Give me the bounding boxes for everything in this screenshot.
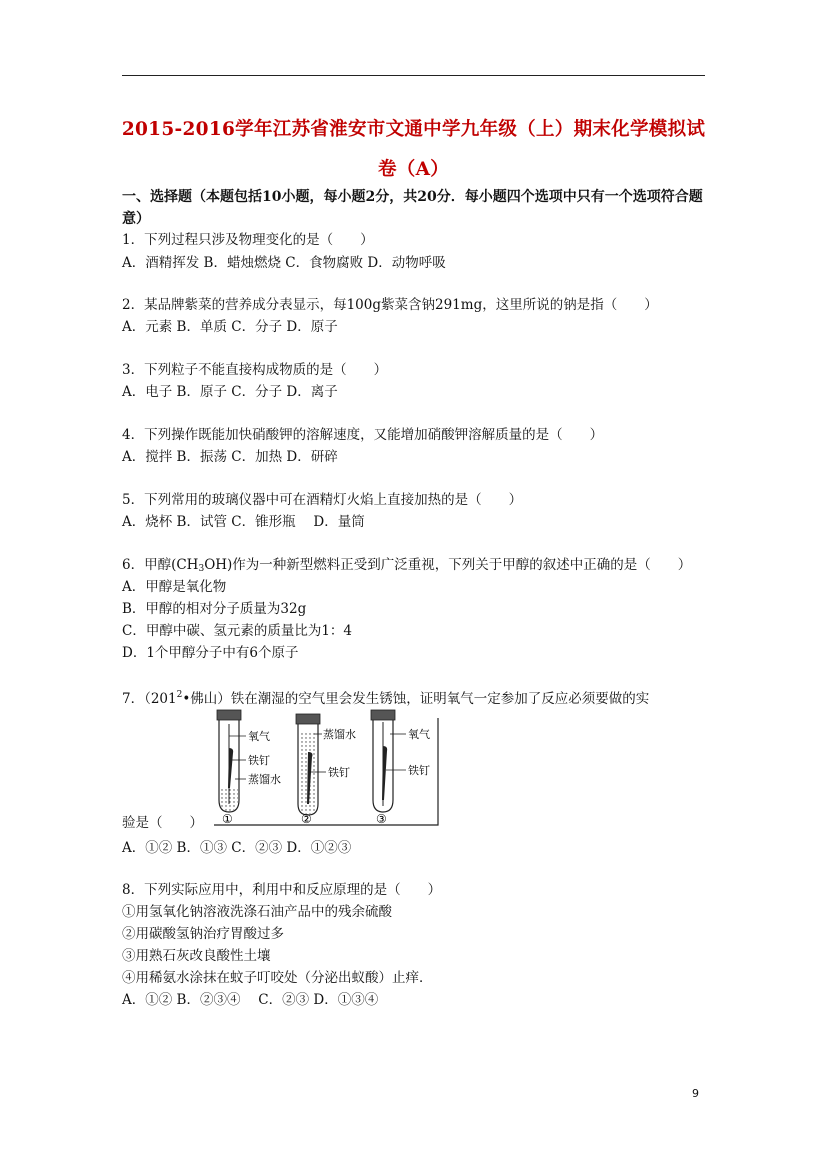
question-7-superscript: 2 [176, 690, 183, 700]
question-3-options: A．电子 B．原子 C．分子 D．离子 [122, 384, 338, 400]
section-header: 一、选择题（本题包括10小题，每小题2分，共20分．每小题四个选项中只有一个选项符合题意） [122, 189, 703, 227]
question-8-item-3: ③用熟石灰改良酸性土壤 [122, 948, 271, 964]
question-4-stem: 4．下列操作既能加快硝酸钾的溶解速度，又能增加硝酸钾溶解质量的是（ ） [122, 427, 604, 443]
header-rule [122, 75, 705, 76]
question-8-stem: 8．下列实际应用中，利用中和反应原理的是（ ） [122, 882, 442, 898]
question-6-option-c: C．甲醇中碳、氢元素的质量比为1：4 [122, 623, 353, 639]
question-6-option-d: D．1个甲醇分子中有6个原子 [122, 645, 299, 661]
page-title-line-2: 卷（A） [377, 159, 450, 180]
test-tube-2 [296, 714, 356, 815]
question-7-stem-pre: 7．（201 [122, 691, 177, 707]
question-8-item-1: ①用氢氧化钠溶液洗涤石油产品中的残余硫酸 [122, 904, 392, 920]
question-6-subscript: 3 [198, 564, 205, 574]
label-nail-1: 铁钉 [248, 754, 270, 767]
label-oxygen-3: 氧气 [408, 728, 430, 741]
question-8-options: A．①② B．②③④ C．②③ D．①③④ [122, 992, 379, 1008]
question-4-options: A．搅拌 B．振荡 C．加热 D．研碎 [122, 449, 338, 465]
question-2-options: A．元素 B．单质 C．分子 D．原子 [122, 319, 338, 335]
label-water-1: 蒸馏水 [248, 773, 281, 786]
question-6-stem-pre: 6．甲醇(CH [122, 557, 199, 573]
question-7-stem-tail: 验是（ ） [122, 815, 203, 831]
question-6-option-a: A．甲醇是氧化物 [122, 579, 227, 595]
question-8-item-2: ②用碳酸氢钠治疗胃酸过多 [122, 926, 284, 942]
question-1-options: A．酒精挥发 B．蜡烛燃烧 C．食物腐败 D．动物呼吸 [122, 255, 446, 271]
test-tube-1 [217, 710, 281, 812]
tube-number-2: ② [301, 812, 312, 826]
rust-experiment-figure [208, 708, 440, 830]
label-water-2: 蒸馏水 [323, 728, 356, 741]
question-8-item-4: ④用稀氨水涂抹在蚊子叮咬处（分泌出蚁酸）止痒． [122, 970, 433, 986]
question-7-options: A．①② B．①③ C．②③ D．①②③ [122, 840, 352, 856]
question-3-stem: 3．下列粒子不能直接构成物质的是（ ） [122, 362, 388, 378]
question-5-options: A．烧杯 B．试管 C．锥形瓶 D．量筒 [122, 514, 365, 530]
label-nail-2: 铁钉 [328, 766, 350, 779]
question-2-stem: 2．某品牌紫菜的营养成分表显示，每100g紫菜含钠291mg，这里所说的钠是指（ ） [122, 297, 658, 313]
label-nail-3: 铁钉 [408, 764, 430, 777]
question-6-stem-post: OH)作为一种新型燃料正受到广泛重视，下列关于甲醇的叙述中正确的是（ ） [204, 557, 692, 573]
question-5-stem: 5．下列常用的玻璃仪器中可在酒精灯火焰上直接加热的是（ ） [122, 492, 523, 508]
page-number: 9 [692, 1087, 699, 1100]
question-6-stem [122, 555, 712, 579]
page-title-line-1: 2015-2016学年江苏省淮安市文通中学九年级（上）期末化学模拟试 [121, 119, 706, 140]
question-6-option-b: B．甲醇的相对分子质量为32g [122, 601, 307, 617]
question-1-stem: 1．下列过程只涉及物理变化的是（ ） [122, 232, 374, 248]
tube-number-3: ③ [376, 812, 387, 826]
label-oxygen-1: 氧气 [248, 730, 270, 743]
question-7-stem-post: •佛山）铁在潮湿的空气里会发生锈蚀，证明氧气一定参加了反应必须要做的实 [182, 691, 650, 707]
question-7-stem [122, 685, 712, 709]
test-tube-3 [371, 710, 430, 812]
tube-number-1: ① [222, 812, 233, 826]
